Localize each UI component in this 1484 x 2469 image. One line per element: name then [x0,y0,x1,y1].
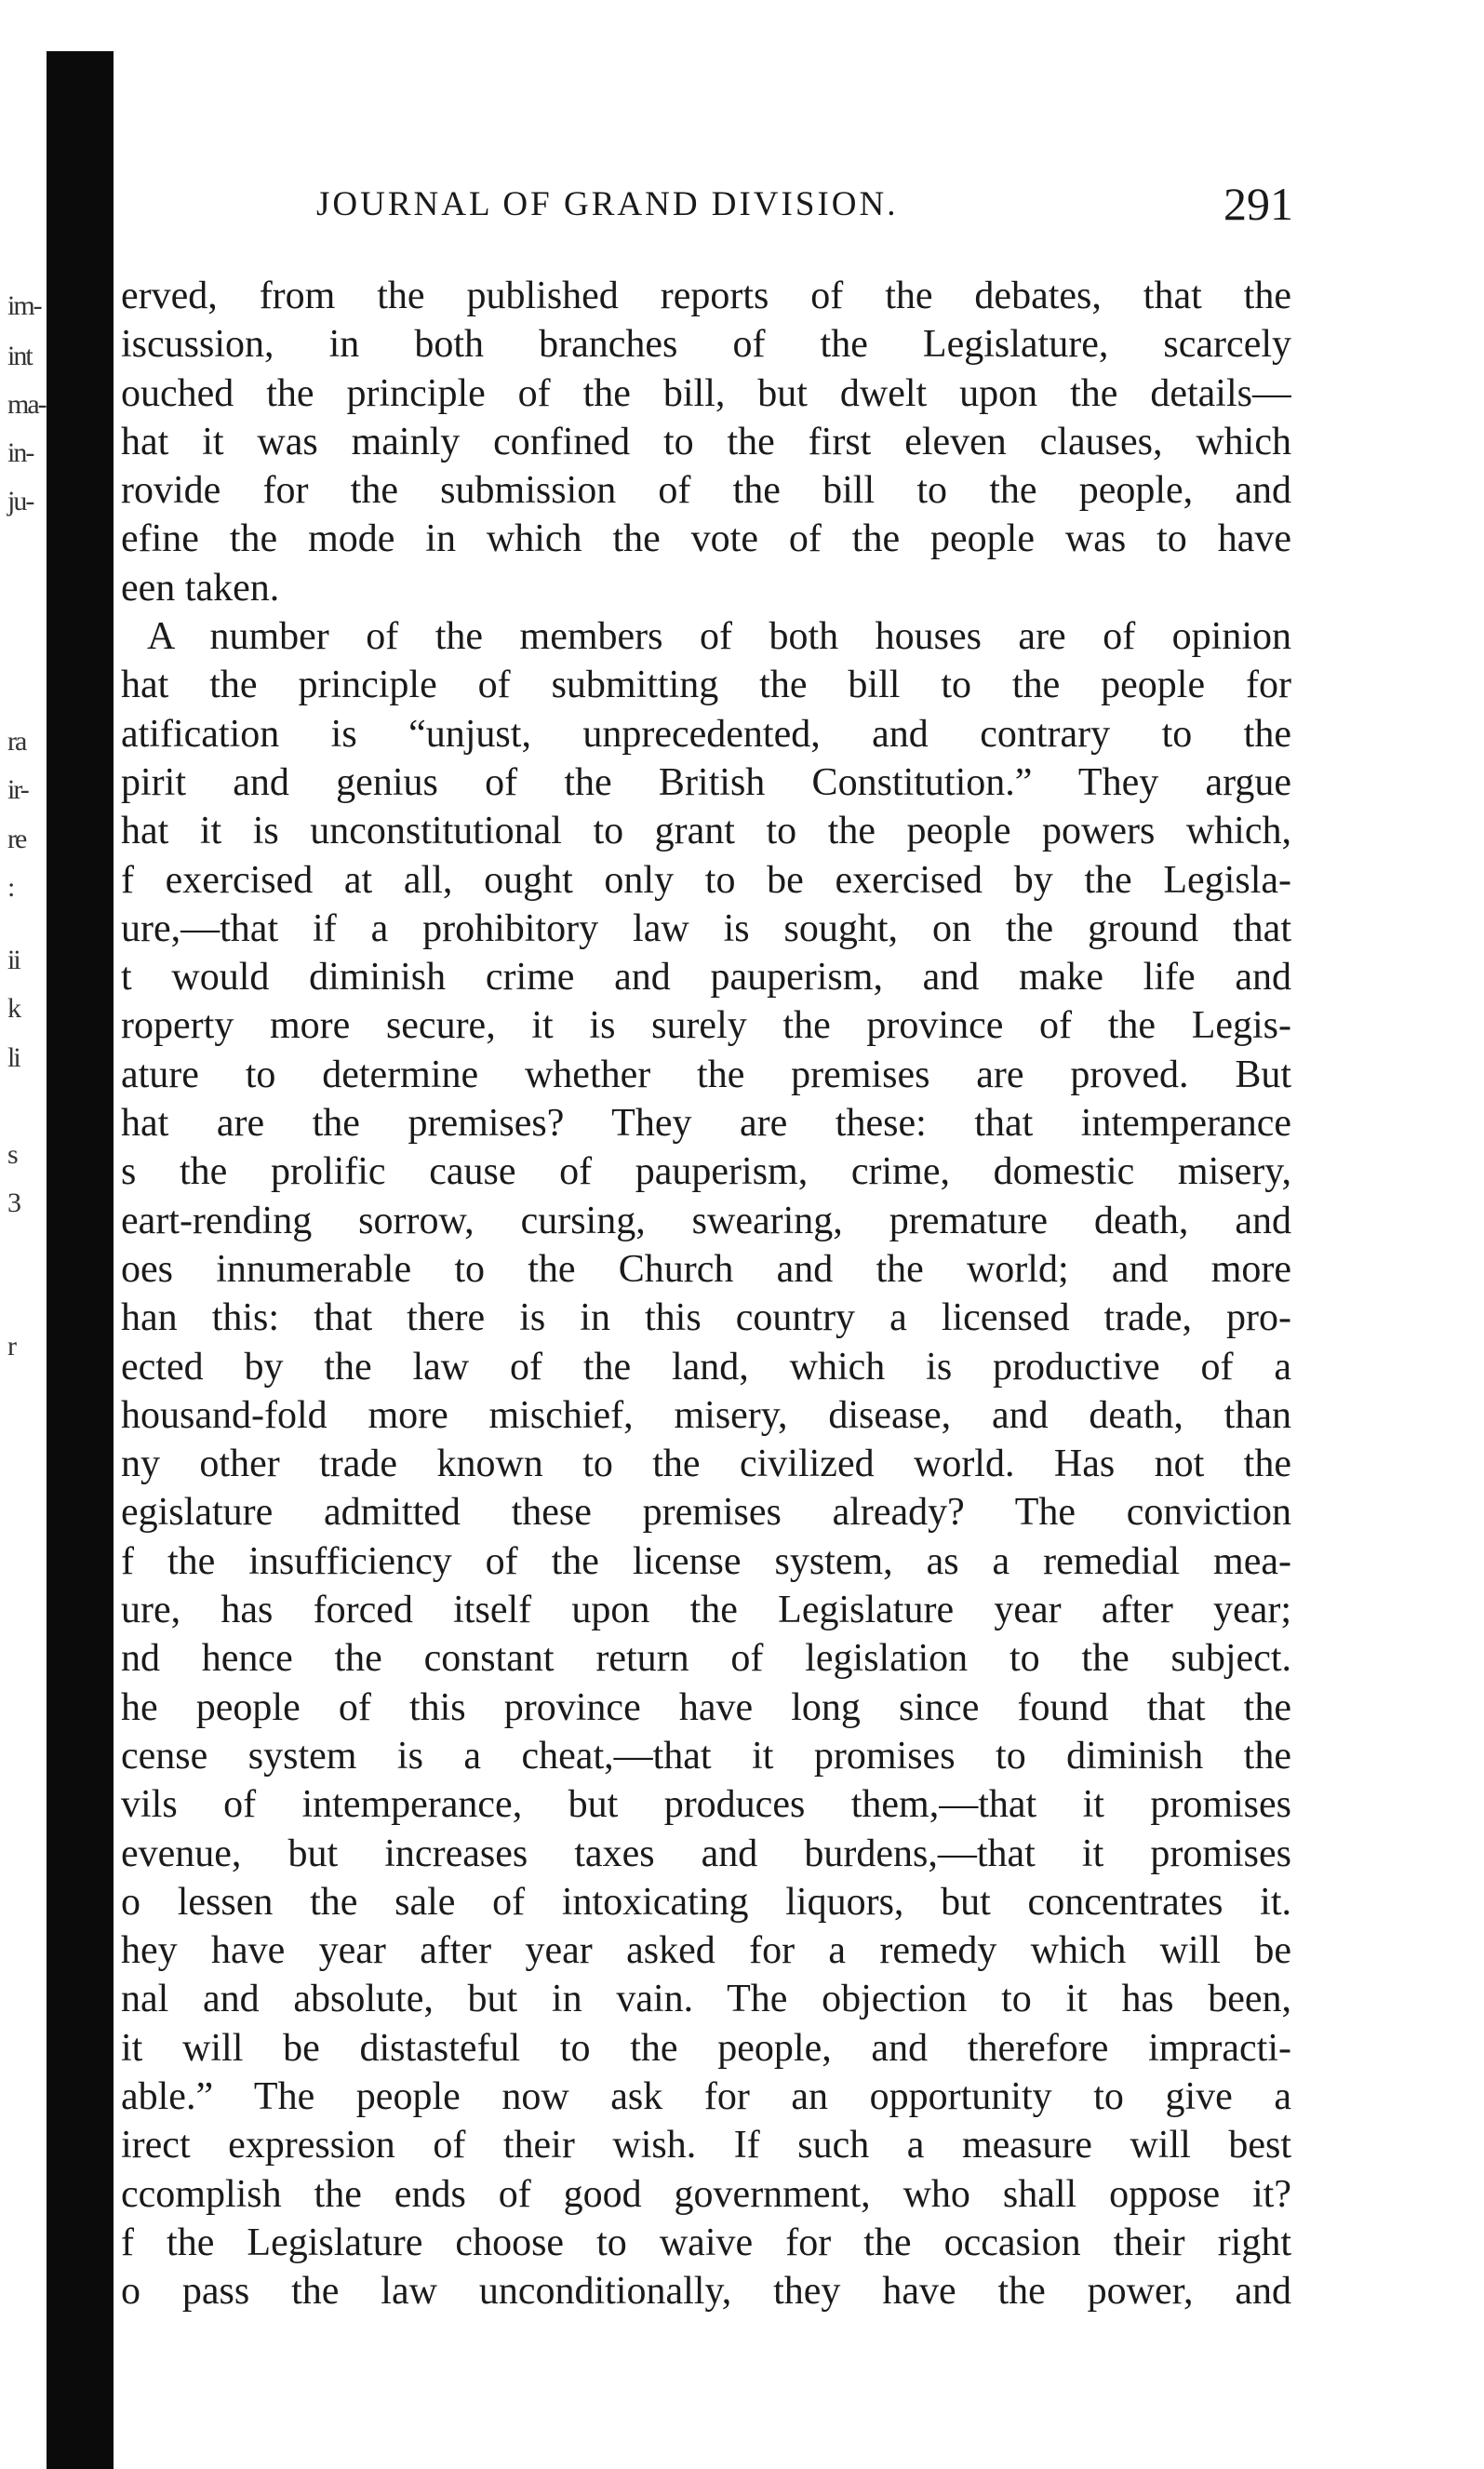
margin-fragment: ma- [7,389,46,420]
text-line: hat the principle of submitting the bill to the people for [121,664,1291,707]
text-line: egislature admitted these premises already? The conviction [121,1491,1291,1535]
page-number: 291 [1223,178,1293,230]
text-line: he people of this province have long since found that the [121,1685,1291,1729]
text-line: hat it was mainly confined to the first eleven clauses, which [121,420,1291,463]
margin-fragment: : [7,872,14,903]
running-title: JOURNAL OF GRAND DIVISION. [316,185,899,223]
text-line: o pass the law unconditionally, they have the power, and [121,2270,1291,2314]
text-line: ccomplish the ends of good government, who shall oppose it? [121,2172,1291,2216]
binding-shadow [47,51,114,2469]
text-line: efine the mode in which the vote of the people was to have [121,517,1291,561]
text-line: irect expression of their wish. If such a measure will best [121,2124,1291,2167]
text-line: f the insufficiency of the license system, as a remedial mea- [121,1539,1291,1583]
text-line: han this: that there is in this country a licensed trade, pro- [121,1296,1291,1340]
text-line: hat it is unconstitutional to grant to the people powers which, [121,810,1291,853]
text-line: hat are the premises? They are these: that intemperance [121,1102,1291,1146]
margin-fragment: ii [7,945,20,975]
margin-fragment: re [7,824,26,854]
text-line: vils of intemperance, but produces them,—that it promises [121,1783,1291,1827]
text-line: hey have year after year asked for a remedy which will be [121,1929,1291,1973]
text-line: erved, from the published reports of the debates, that the [121,275,1291,317]
text-line: roperty more secure, it is surely the province of the Legis- [121,1004,1291,1048]
margin-fragment: int [7,341,32,371]
text-line: oes innumerable to the Church and the world; and more [121,1247,1291,1291]
margin-fragment: s [7,1139,17,1170]
margin-fragment: k [7,993,20,1024]
text-line: o lessen the sale of intoxicating liquors, but concentrates it. [121,1880,1291,1924]
text-line: ny other trade known to the civilized world. Has not the [121,1442,1291,1486]
text-line: ouched the principle of the bill, but dwelt upon the details— [121,371,1291,415]
text-line: rovide for the submission of the bill to the people, and [121,469,1291,513]
margin-fragment: 3 [7,1188,20,1218]
text-line: atification is “unjust, unprecedented, and contrary to the [121,712,1291,756]
margin-fragment: im- [7,290,41,321]
margin-fragment: in- [7,437,33,468]
page-header [316,177,1293,233]
text-line: eart-rending sorrow, cursing, swearing, premature death, and [121,1199,1291,1242]
adjacent-page-margin-text [0,0,47,2469]
margin-fragment: ju- [7,486,33,517]
text-line: iscussion, in both branches of the Legislature, scarcely [121,323,1291,367]
text-line: f the Legislature choose to waive for the occasion their right [121,2221,1291,2264]
text-line: it will be distasteful to the people, and therefore impracti- [121,2026,1291,2070]
text-line: cense system is a cheat,—that it promises to diminish the [121,1734,1291,1778]
text-line: nal and absolute, but in vain. The objection to it has been, [121,1978,1291,2021]
text-line: f exercised at all, ought only to be exercised by the Legisla- [121,858,1291,902]
text-line: A number of the members of both houses are of opinion [147,615,1291,659]
text-line: ature to determine whether the premises are proved. But [121,1053,1291,1096]
text-line: s the prolific cause of pauperism, crime, domestic misery, [121,1150,1291,1194]
text-line: ected by the law of the land, which is productive of a [121,1345,1291,1389]
text-line: able.” The people now ask for an opportunity to give a [121,2074,1291,2118]
margin-fragment: li [7,1042,20,1073]
margin-fragment: ra [7,726,26,757]
margin-fragment: ir- [7,774,28,805]
text-line: een taken. [121,566,280,610]
text-line: t would diminish crime and pauperism, and make life and [121,956,1291,1000]
text-line: housand-fold more mischief, misery, disease, and death, than [121,1393,1291,1437]
text-line: pirit and genius of the British Constitution.” They argue [121,760,1291,804]
text-line: evenue, but increases taxes and burdens,—that it promises [121,1832,1291,1875]
text-line: ure, has forced itself upon the Legislature year after year; [121,1589,1291,1632]
margin-fragment: r [7,1331,15,1362]
text-line: ure,—that if a prohibitory law is sought, on the ground that [121,906,1291,950]
text-line: nd hence the constant return of legislation to the subject. [121,1637,1291,1681]
body-text [121,272,1291,2315]
